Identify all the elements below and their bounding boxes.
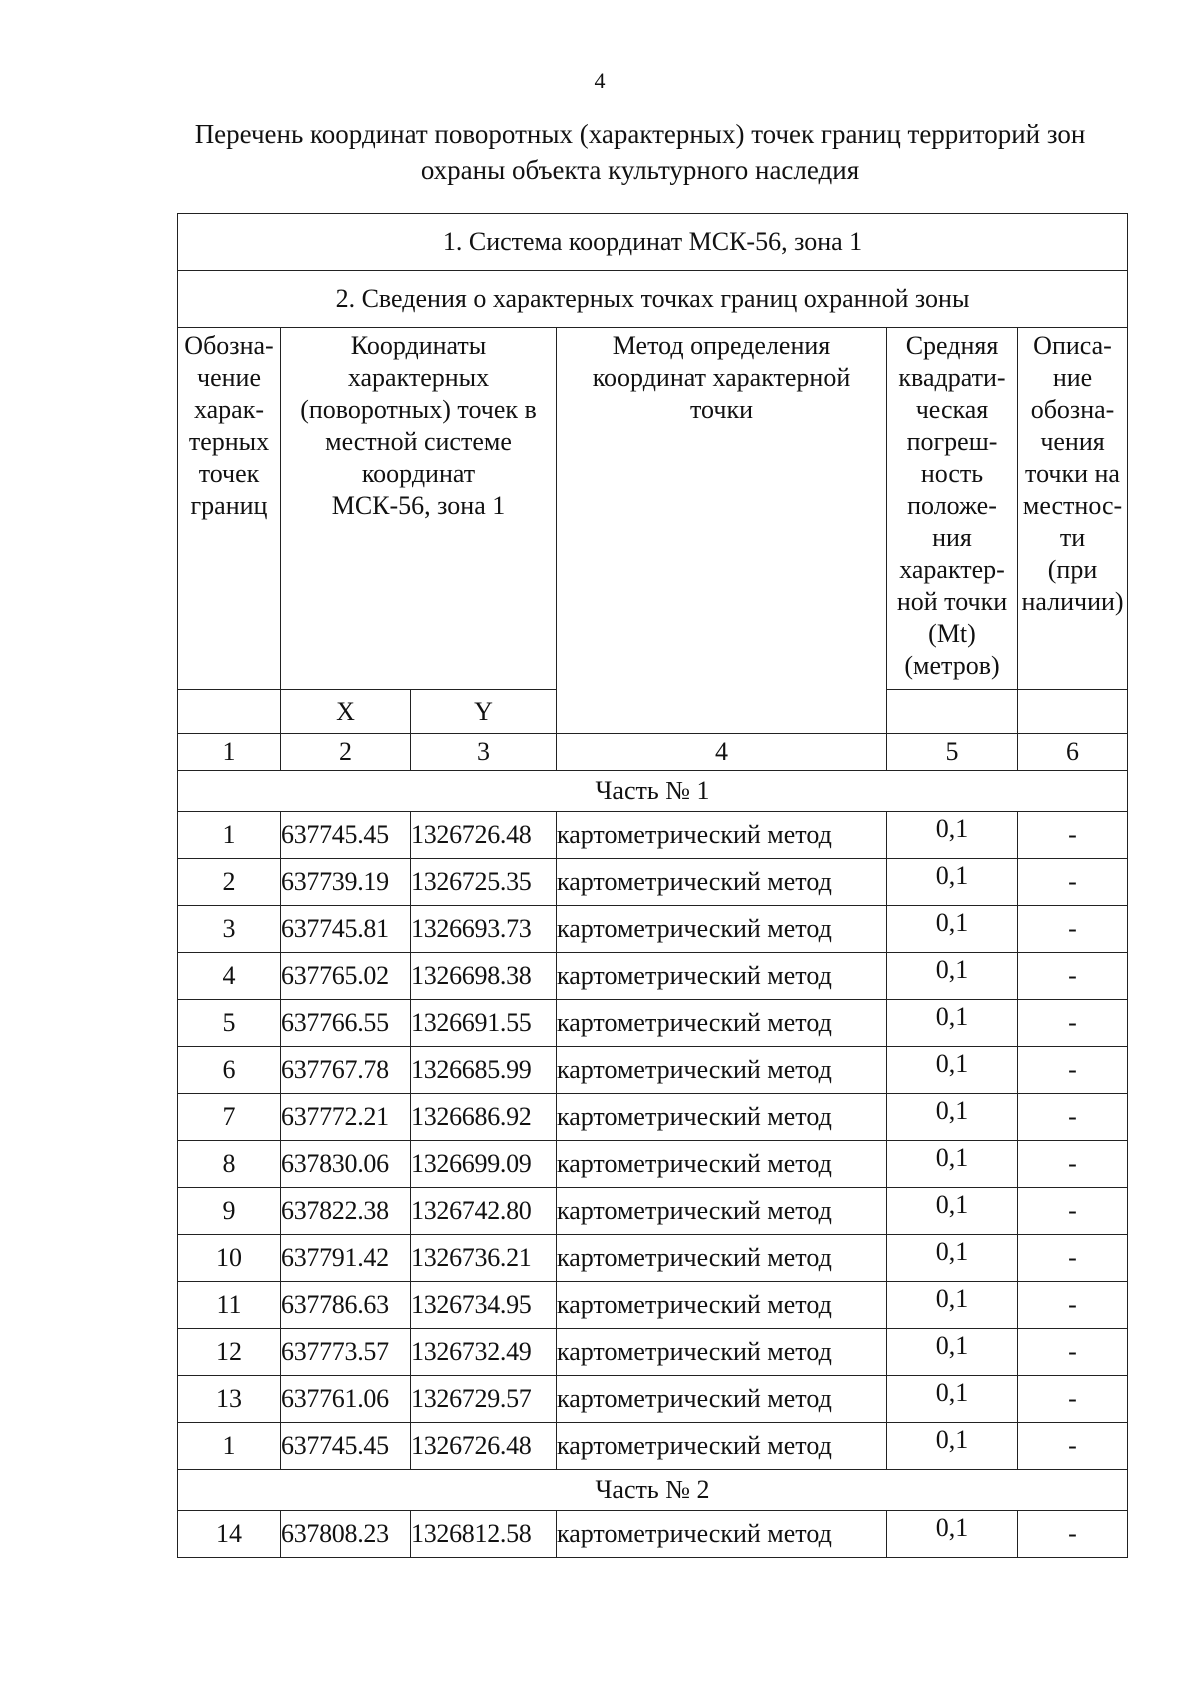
method: картометрический метод: [557, 1094, 887, 1141]
description: -: [1018, 953, 1128, 1000]
header-empty-5: [887, 690, 1018, 734]
table-row: [178, 1094, 1128, 1141]
coord-x: 637766.55: [281, 1000, 411, 1047]
column-number: 6: [1018, 734, 1128, 771]
header-description: Описа- ние обозна- чения точки на местнос- ти (при наличии): [1018, 328, 1128, 690]
coord-y: 1326726.48: [411, 812, 557, 859]
header-y: Y: [411, 690, 557, 734]
coord-y: 1326734.95: [411, 1282, 557, 1329]
description: -: [1018, 1376, 1128, 1423]
point-id: 1: [178, 812, 281, 859]
table-row: [178, 1235, 1128, 1282]
header-empty-1: [178, 690, 281, 734]
header-method: Метод определения координат характерной точки: [557, 328, 887, 734]
description: -: [1018, 859, 1128, 906]
point-id: 9: [178, 1188, 281, 1235]
method: картометрический метод: [557, 1423, 887, 1470]
coord-y: 1326729.57: [411, 1376, 557, 1423]
mean-error: 0,1: [887, 1000, 1018, 1047]
point-id: 1: [178, 1423, 281, 1470]
description: -: [1018, 1329, 1128, 1376]
method: картометрический метод: [557, 1188, 887, 1235]
method: картометрический метод: [557, 906, 887, 953]
mean-error: 0,1: [887, 1188, 1018, 1235]
coord-x: 637822.38: [281, 1188, 411, 1235]
point-id: 7: [178, 1094, 281, 1141]
method: картометрический метод: [557, 1235, 887, 1282]
mean-error: 0,1: [887, 906, 1018, 953]
method: картометрический метод: [557, 1000, 887, 1047]
description: -: [1018, 1141, 1128, 1188]
mean-error: 0,1: [887, 1235, 1018, 1282]
method: картометрический метод: [557, 812, 887, 859]
header-coordinates: Координаты характерных (поворотных) точек в местной системе координат МСК-56, зона 1: [281, 328, 557, 690]
description: -: [1018, 1188, 1128, 1235]
column-number: 5: [887, 734, 1018, 771]
coord-x: 637773.57: [281, 1329, 411, 1376]
coord-y: 1326699.09: [411, 1141, 557, 1188]
description: -: [1018, 906, 1128, 953]
mean-error: 0,1: [887, 859, 1018, 906]
coordinate-system-heading: 1. Система координат МСК-56, зона 1: [178, 214, 1128, 271]
mean-error: 0,1: [887, 1282, 1018, 1329]
coord-x: 637745.45: [281, 812, 411, 859]
coord-x: 637767.78: [281, 1047, 411, 1094]
point-id: 4: [178, 953, 281, 1000]
description: -: [1018, 1282, 1128, 1329]
coord-x: 637772.21: [281, 1094, 411, 1141]
method: картометрический метод: [557, 1329, 887, 1376]
description: -: [1018, 1094, 1128, 1141]
document-title: [150, 116, 1130, 188]
table-row: [178, 859, 1128, 906]
description: -: [1018, 812, 1128, 859]
coord-y: 1326736.21: [411, 1235, 557, 1282]
coord-y: 1326732.49: [411, 1329, 557, 1376]
point-id: 3: [178, 906, 281, 953]
mean-error: 0,1: [887, 1047, 1018, 1094]
coord-y: 1326726.48: [411, 1423, 557, 1470]
mean-error: 0,1: [887, 1094, 1018, 1141]
table-row: [178, 1188, 1128, 1235]
point-id: 11: [178, 1282, 281, 1329]
coord-x: 637761.06: [281, 1376, 411, 1423]
method: картометрический метод: [557, 1511, 887, 1558]
point-id: 14: [178, 1511, 281, 1558]
coord-y: 1326686.92: [411, 1094, 557, 1141]
coord-x: 637739.19: [281, 859, 411, 906]
coord-x: 637745.81: [281, 906, 411, 953]
method: картометрический метод: [557, 859, 887, 906]
mean-error: 0,1: [887, 1511, 1018, 1558]
point-id: 12: [178, 1329, 281, 1376]
mean-error: 0,1: [887, 953, 1018, 1000]
coord-y: 1326691.55: [411, 1000, 557, 1047]
column-number: 1: [178, 734, 281, 771]
coord-x: 637830.06: [281, 1141, 411, 1188]
table-row: [178, 1376, 1128, 1423]
table-row: [178, 906, 1128, 953]
method: картометрический метод: [557, 1376, 887, 1423]
method: картометрический метод: [557, 1047, 887, 1094]
column-number: 4: [557, 734, 887, 771]
table-row: [178, 1000, 1128, 1047]
coord-y: 1326812.58: [411, 1511, 557, 1558]
description: -: [1018, 1423, 1128, 1470]
title-line-2: охраны объекта культурного наследия: [420, 155, 860, 185]
coord-y: 1326698.38: [411, 953, 557, 1000]
coord-x: 637786.63: [281, 1282, 411, 1329]
column-numbers-row: [178, 734, 1128, 771]
header-empty-6: [1018, 690, 1128, 734]
mean-error: 0,1: [887, 1423, 1018, 1470]
table-row: [178, 1282, 1128, 1329]
method: картометрический метод: [557, 1141, 887, 1188]
point-id: 13: [178, 1376, 281, 1423]
point-id: 10: [178, 1235, 281, 1282]
method: картометрический метод: [557, 1282, 887, 1329]
method: картометрический метод: [557, 953, 887, 1000]
point-id: 5: [178, 1000, 281, 1047]
table-row: [178, 812, 1128, 859]
coord-x: 637808.23: [281, 1511, 411, 1558]
description: -: [1018, 1000, 1128, 1047]
header-mean-square-error: Средняя квадрати- ческая погреш- ность положе- ния характер- ной точки (Mt) (метров): [887, 328, 1018, 690]
mean-error: 0,1: [887, 1376, 1018, 1423]
coord-y: 1326725.35: [411, 859, 557, 906]
coord-x: 637791.42: [281, 1235, 411, 1282]
table-row: [178, 1329, 1128, 1376]
header-x: X: [281, 690, 411, 734]
part-2-heading: Часть № 2: [178, 1470, 1128, 1511]
column-number: 2: [281, 734, 411, 771]
header-point-designation: Обозна- чение харак- терных точек границ: [178, 328, 281, 690]
mean-error: 0,1: [887, 1329, 1018, 1376]
point-id: 8: [178, 1141, 281, 1188]
table-row: [178, 953, 1128, 1000]
table-row: [178, 1141, 1128, 1188]
coord-y: 1326685.99: [411, 1047, 557, 1094]
coord-x: 637765.02: [281, 953, 411, 1000]
boundary-points-heading: 2. Сведения о характерных точках границ охранной зоны: [178, 271, 1128, 328]
description: -: [1018, 1235, 1128, 1282]
point-id: 6: [178, 1047, 281, 1094]
table-row: [178, 1423, 1128, 1470]
column-number: 3: [411, 734, 557, 771]
coord-y: 1326693.73: [411, 906, 557, 953]
mean-error: 0,1: [887, 812, 1018, 859]
title-line-1: Перечень координат поворотных (характерных) точек границ территорий зон: [194, 119, 1086, 149]
coord-y: 1326742.80: [411, 1188, 557, 1235]
mean-error: 0,1: [887, 1141, 1018, 1188]
part-1-heading: Часть № 1: [178, 771, 1128, 812]
point-id: 2: [178, 859, 281, 906]
description: -: [1018, 1511, 1128, 1558]
description: -: [1018, 1047, 1128, 1094]
table-row: [178, 1047, 1128, 1094]
coordinates-table: [177, 213, 1128, 1558]
page-number: 4: [594, 68, 606, 93]
coord-x: 637745.45: [281, 1423, 411, 1470]
table-row: [178, 1511, 1128, 1558]
